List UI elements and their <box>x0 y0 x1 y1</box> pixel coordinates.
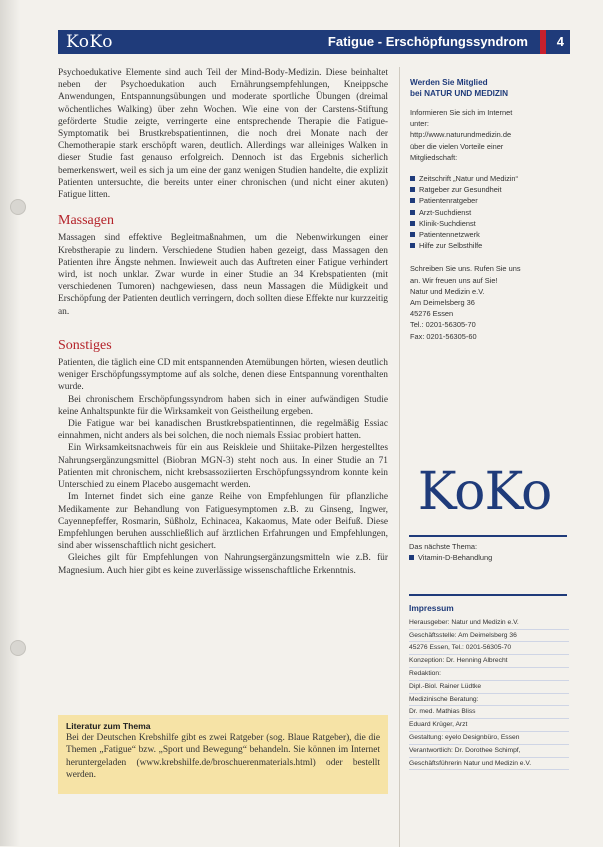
fax-number: Fax: 0201-56305-60 <box>410 331 477 341</box>
sonstiges-paragraph: Bei chronischem Erschöpfungssyndrom haben sich in einer aufwändigen Studie keine Anhaltspunkte für die Wirksamkeit von Geistheilung ergeben. <box>58 394 388 417</box>
contact-intro <box>410 263 570 285</box>
benefit-label: Hilfe zur Selbsthilfe <box>419 241 483 251</box>
bullet-square-icon <box>410 198 415 203</box>
divider <box>409 594 567 596</box>
sonstiges-paragraph: Patienten, die täglich eine CD mit entspannenden Atemübungen hörten, wiesen deutlich weniger Erschöpfungssymptome auf als solche, denen diese Entspannung vorenthalten wurde. <box>58 358 388 393</box>
info-line: Mitgliedschaft: <box>410 152 458 162</box>
bullet-square-icon <box>410 176 415 181</box>
impressum-line: Dipl.-Biol. Rainer Lüdtke <box>409 681 569 694</box>
sonstiges-paragraph: Ein Wirksamkeitsnachweis für ein aus Reiskleie und Shiitake-Pilzen hergestelltes Nahrungsergänzungsmittel (Biobran MGN-3) steht noch aus. In einer Studie an 71 Patienten mit chronischem, nicht krebsassoziierten Erschöpfungssyndrom konnte kein Unterschied zu einem Placebo ausgemacht werden. <box>58 443 388 491</box>
list-item <box>410 173 570 184</box>
literature-box <box>58 715 388 794</box>
address-block <box>410 286 570 342</box>
benefits-list <box>410 173 570 251</box>
membership-heading-line: Werden Sie Mitglied <box>410 78 488 87</box>
impressum-line: Geschäftsführerin Natur und Medizin e.V. <box>409 758 569 771</box>
bullet-square-icon <box>409 555 414 560</box>
next-topic-item <box>409 552 569 563</box>
bullet-square-icon <box>410 232 415 237</box>
impressum-title: Impressum <box>409 603 454 613</box>
impressum-block <box>409 603 569 770</box>
info-line: über die vielen Vorteile einer <box>410 141 504 151</box>
section-title-sonstiges: Sonstiges <box>58 337 112 353</box>
impressum-line: Gestaltung: eyelo Designbüro, Essen <box>409 732 569 745</box>
bullet-square-icon <box>410 221 415 226</box>
next-topic-label: Das nächste Thema: <box>409 542 478 551</box>
impressum-line: Eduard Krüger, Arzt <box>409 719 569 732</box>
intro-paragraph: Psychoedukative Elemente sind auch Teil der Mind-Body-Medizin. Diese beinhaltet neben der Psychoedukation auch Ernährungsempfehlungen, Kneippsche Anwendungen, Entspannungsübungen und moderate sportliche Übungen (dreimal wöchentliches Walking) über zehn Wochen. Wie eine von der Carstens-Stiftung geförderte Studie zeigte, verringerte eine entsprechende Therapie die Fatigue-Symptomatik bei Brustkrebspatientinnen, die noch drei Monate nach der Chemotherapie stark erschöpft waren, deutlich. Allerdings war alleiniges Walken in dieser Studie fast genauso erfolgreich. Dennoch ist das Ergebnis sicherlich bemerkenswert, weil es sich ja um eine der ganz wenigen Studien handelte, die explizit Patienten untersuchte, die bereits unter einer chronischen (und nicht einer akuten) Fatigue litten. <box>58 68 388 201</box>
bullet-square-icon <box>410 243 415 248</box>
list-item <box>410 229 570 240</box>
sonstiges-paragraph: Die Fatigue war bei kanadischen Brustkrebspatientinnen, die regelmäßig Essiac einnahmen, nicht anders als bei solchen, die noch niemals Essiac probiert hatten. <box>58 419 388 442</box>
next-topic-value: Vitamin-D-Behandlung <box>418 553 493 563</box>
punch-hole <box>10 199 26 215</box>
benefit-label: Klinik-Suchdienst <box>419 218 476 228</box>
phone-number: Tel.: 0201-56305-70 <box>410 320 476 330</box>
main-column <box>58 67 388 577</box>
sonstiges-paragraph: Im Internet findet sich eine ganze Reihe von Empfehlungen für pflanzliche Medikamente zur Behandlung von Fatiguesymptomen z.B. zu Ginseng, Ingwer, Cayennepfeffer, Rosmarin, Süßholz, Echinacea, Kakaomus, Mate oder Beifuß. Diese Empfehlungen beruhen ausschließlich auf ärztlichen Erfahrungen und Empfehlungen, sind aber wissenschaftlich nicht gesichert. <box>58 492 388 552</box>
contact-line: Schreiben Sie uns. Rufen Sie uns <box>410 264 521 274</box>
header-logo: KoKo <box>66 32 113 52</box>
impressum-line: Medizinische Beratung: <box>409 694 569 707</box>
impressum-line: Konzeption: Dr. Henning Albrecht <box>409 655 569 668</box>
bullet-square-icon <box>410 187 415 192</box>
address-line: Natur und Medizin e.V. <box>410 286 485 296</box>
punch-hole <box>10 640 26 656</box>
section-title-massagen: Massagen <box>58 213 114 229</box>
membership-panel <box>410 67 570 342</box>
info-line: unter: <box>410 119 429 129</box>
list-item <box>410 218 570 229</box>
impressum-line: Redaktion: <box>409 668 569 681</box>
page-header <box>58 30 570 54</box>
impressum-line: Herausgeber: Natur und Medizin e.V. <box>409 617 569 630</box>
info-line: Informieren Sie sich im Internet <box>410 108 513 117</box>
benefit-label: Ratgeber zur Gesundheit <box>419 185 502 195</box>
benefit-label: Zeitschrift „Natur und Medizin“ <box>419 174 518 184</box>
website-link[interactable]: http://www.naturundmedizin.de <box>410 130 512 140</box>
list-item <box>410 184 570 195</box>
address-line: Am Deimelsberg 36 <box>410 298 475 308</box>
address-line: 45276 Essen <box>410 309 454 319</box>
bullet-square-icon <box>410 210 415 215</box>
membership-info <box>410 107 570 163</box>
benefit-label: Arzt-Suchdienst <box>419 207 472 217</box>
divider <box>409 535 567 537</box>
next-topic-block <box>409 541 569 563</box>
list-item <box>410 195 570 206</box>
page-number: 4 <box>556 34 564 49</box>
impressum-line: Geschäftsstelle: Am Deimelsberg 36 <box>409 630 569 643</box>
header-accent-bar <box>540 30 546 54</box>
impressum-line: Verantwortlich: Dr. Dorothee Schimpf, <box>409 745 569 758</box>
literature-title: Literatur zum Thema <box>66 721 151 731</box>
impressum-line: Dr. med. Mathias Bliss <box>409 706 569 719</box>
list-item <box>410 207 570 218</box>
impressum-line: 45276 Essen, Tel.: 0201-56305-70 <box>409 642 569 655</box>
membership-heading <box>410 77 570 99</box>
massagen-paragraph: Massagen sind effektive Begleitmaßnahmen, um die Nebenwirkungen einer Krebstherapie zu lindern. Verschiedene Studien haben gezeigt, dass Massagen den Patienten ihre Ängste nehmen. Inwieweit auch das Auftreten einer Fatigue verhindert wird, ist noch unklar. Zwar wurde in einer Studie an 34 Krebspatienten (mit verschiedenen Tumoren) nachgewiesen, dass neun Massagen die Müdigkeit und Erschöpfung der Patienten deutlich verringern, doch sollten diese Effekte nur kurzzeitig an. <box>58 233 388 317</box>
sonstiges-paragraph: Gleiches gilt für Empfehlungen von Nahrungsergänzungsmitteln wie z.B. für Magnesium. Auch hier gibt es keine zuverlässige wissenschaftliche Erkenntnis. <box>58 553 388 576</box>
koko-logo: KoKo <box>417 462 552 522</box>
membership-heading-line: bei NATUR UND MEDIZIN <box>410 89 509 98</box>
literature-text: Bei der Deutschen Krebshilfe gibt es zwei Ratgeber (sog. Blaue Ratgeber), die die Themen „Fatigue“ bzw. „Sport und Bewegung“ behandeln. Sie können im Internet heruntergeladen (www.krebshilfe.de/broschuerenmaterials.html) oder bestellt werden. <box>66 733 380 780</box>
list-item <box>410 240 570 251</box>
contact-line: an. Wir freuen uns auf Sie! <box>410 275 498 285</box>
header-title: Fatigue - Erschöpfungssyndrom <box>327 34 528 49</box>
benefit-label: Patientenratgeber <box>419 196 478 206</box>
benefit-label: Patientennetzwerk <box>419 230 480 240</box>
page-edge-shadow <box>0 0 20 846</box>
